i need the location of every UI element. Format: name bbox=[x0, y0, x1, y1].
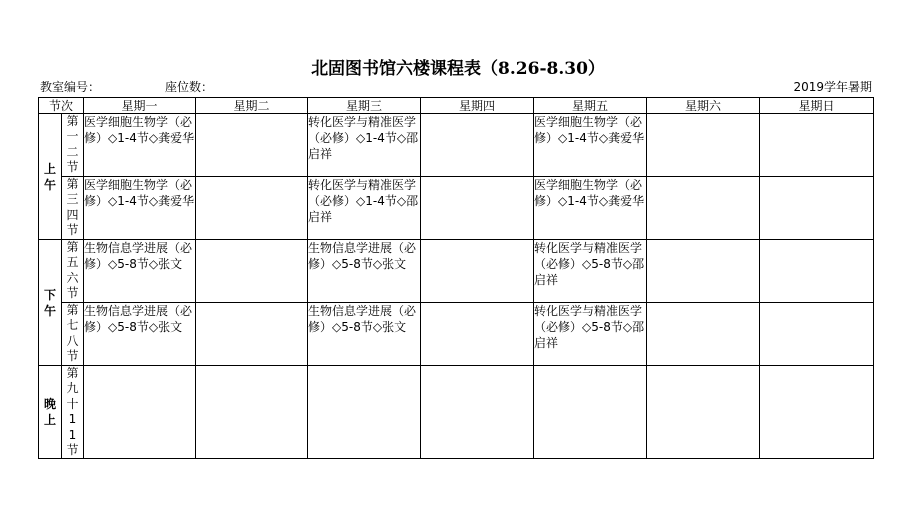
period-label: 上午 bbox=[43, 161, 56, 192]
course-cell[interactable] bbox=[760, 303, 874, 366]
course-cell[interactable]: 医学细胞生物学（必修）◇1-4节◇龚爱华 bbox=[534, 177, 647, 240]
course-cell[interactable] bbox=[421, 303, 534, 366]
course-cell[interactable] bbox=[421, 177, 534, 240]
day-header: 星期一 bbox=[84, 98, 196, 114]
section-label: 第一二节 bbox=[66, 114, 79, 175]
day-header: 星期六 bbox=[647, 98, 760, 114]
seats-label: 座位数： bbox=[165, 80, 214, 94]
course-cell[interactable] bbox=[84, 366, 196, 459]
course-cell[interactable]: 生物信息学进展（必修）◇5-8节◇张文 bbox=[308, 303, 421, 366]
course-cell[interactable] bbox=[308, 366, 421, 459]
section-label: 第三四节 bbox=[66, 177, 79, 238]
day-header: 星期四 bbox=[421, 98, 534, 114]
day-header: 星期日 bbox=[760, 98, 874, 114]
course-cell[interactable] bbox=[760, 114, 874, 177]
course-cell[interactable] bbox=[421, 366, 534, 459]
course-cell[interactable]: 生物信息学进展（必修）◇5-8节◇张文 bbox=[84, 303, 196, 366]
course-cell[interactable] bbox=[196, 114, 308, 177]
period-label: 下午 bbox=[43, 287, 56, 318]
day-header: 星期二 bbox=[196, 98, 308, 114]
course-cell[interactable]: 医学细胞生物学（必修）◇1-4节◇龚爱华 bbox=[84, 114, 196, 177]
course-cell[interactable] bbox=[647, 366, 760, 459]
period-afternoon bbox=[39, 240, 62, 366]
period-morning bbox=[39, 114, 62, 240]
course-cell[interactable]: 转化医学与精准医学（必修）◇5-8节◇邵启祥 bbox=[534, 240, 647, 303]
course-cell[interactable]: 转化医学与精准医学（必修）◇1-4节◇邵启祥 bbox=[308, 114, 421, 177]
course-cell[interactable] bbox=[196, 366, 308, 459]
course-cell[interactable] bbox=[421, 240, 534, 303]
course-cell[interactable] bbox=[760, 366, 874, 459]
course-cell[interactable] bbox=[421, 114, 534, 177]
period-label: 晚上 bbox=[43, 397, 56, 428]
table-row bbox=[39, 114, 874, 177]
course-cell[interactable] bbox=[760, 240, 874, 303]
table-row bbox=[39, 240, 874, 303]
day-header: 星期三 bbox=[308, 98, 421, 114]
section-header: 节次 bbox=[39, 98, 84, 114]
course-cell[interactable]: 医学细胞生物学（必修）◇1-4节◇龚爱华 bbox=[534, 114, 647, 177]
course-cell[interactable]: 转化医学与精准医学（必修）◇1-4节◇邵启祥 bbox=[308, 177, 421, 240]
section-cell bbox=[62, 177, 84, 240]
course-cell[interactable]: 医学细胞生物学（必修）◇1-4节◇龚爱华 bbox=[84, 177, 196, 240]
course-cell[interactable]: 转化医学与精准医学（必修）◇5-8节◇邵启祥 bbox=[534, 303, 647, 366]
course-cell[interactable] bbox=[196, 240, 308, 303]
section-label: 第五六节 bbox=[66, 240, 79, 301]
course-cell[interactable] bbox=[196, 177, 308, 240]
section-label: 第九十11节 bbox=[66, 366, 79, 458]
course-cell[interactable] bbox=[534, 366, 647, 459]
course-cell[interactable] bbox=[760, 177, 874, 240]
term-label: 2019学年暑期 bbox=[793, 80, 872, 94]
section-cell bbox=[62, 303, 84, 366]
classroom-label: 教室编号： bbox=[40, 80, 101, 94]
schedule-table bbox=[38, 97, 874, 459]
section-cell bbox=[62, 366, 84, 459]
page-title: 北固图书馆六楼课程表（8.26-8.30） bbox=[311, 59, 605, 79]
course-cell[interactable]: 生物信息学进展（必修）◇5-8节◇张文 bbox=[308, 240, 421, 303]
table-row bbox=[39, 366, 874, 459]
section-cell bbox=[62, 114, 84, 177]
course-cell[interactable] bbox=[647, 303, 760, 366]
course-cell[interactable] bbox=[196, 303, 308, 366]
day-header: 星期五 bbox=[534, 98, 647, 114]
course-cell[interactable] bbox=[647, 240, 760, 303]
header-row bbox=[39, 98, 874, 114]
course-cell[interactable] bbox=[647, 177, 760, 240]
section-cell bbox=[62, 240, 84, 303]
section-label: 第七八节 bbox=[66, 303, 79, 364]
course-cell[interactable] bbox=[647, 114, 760, 177]
period-evening bbox=[39, 366, 62, 459]
course-cell[interactable]: 生物信息学进展（必修）◇5-8节◇张文 bbox=[84, 240, 196, 303]
table-row bbox=[39, 177, 874, 240]
table-row bbox=[39, 303, 874, 366]
